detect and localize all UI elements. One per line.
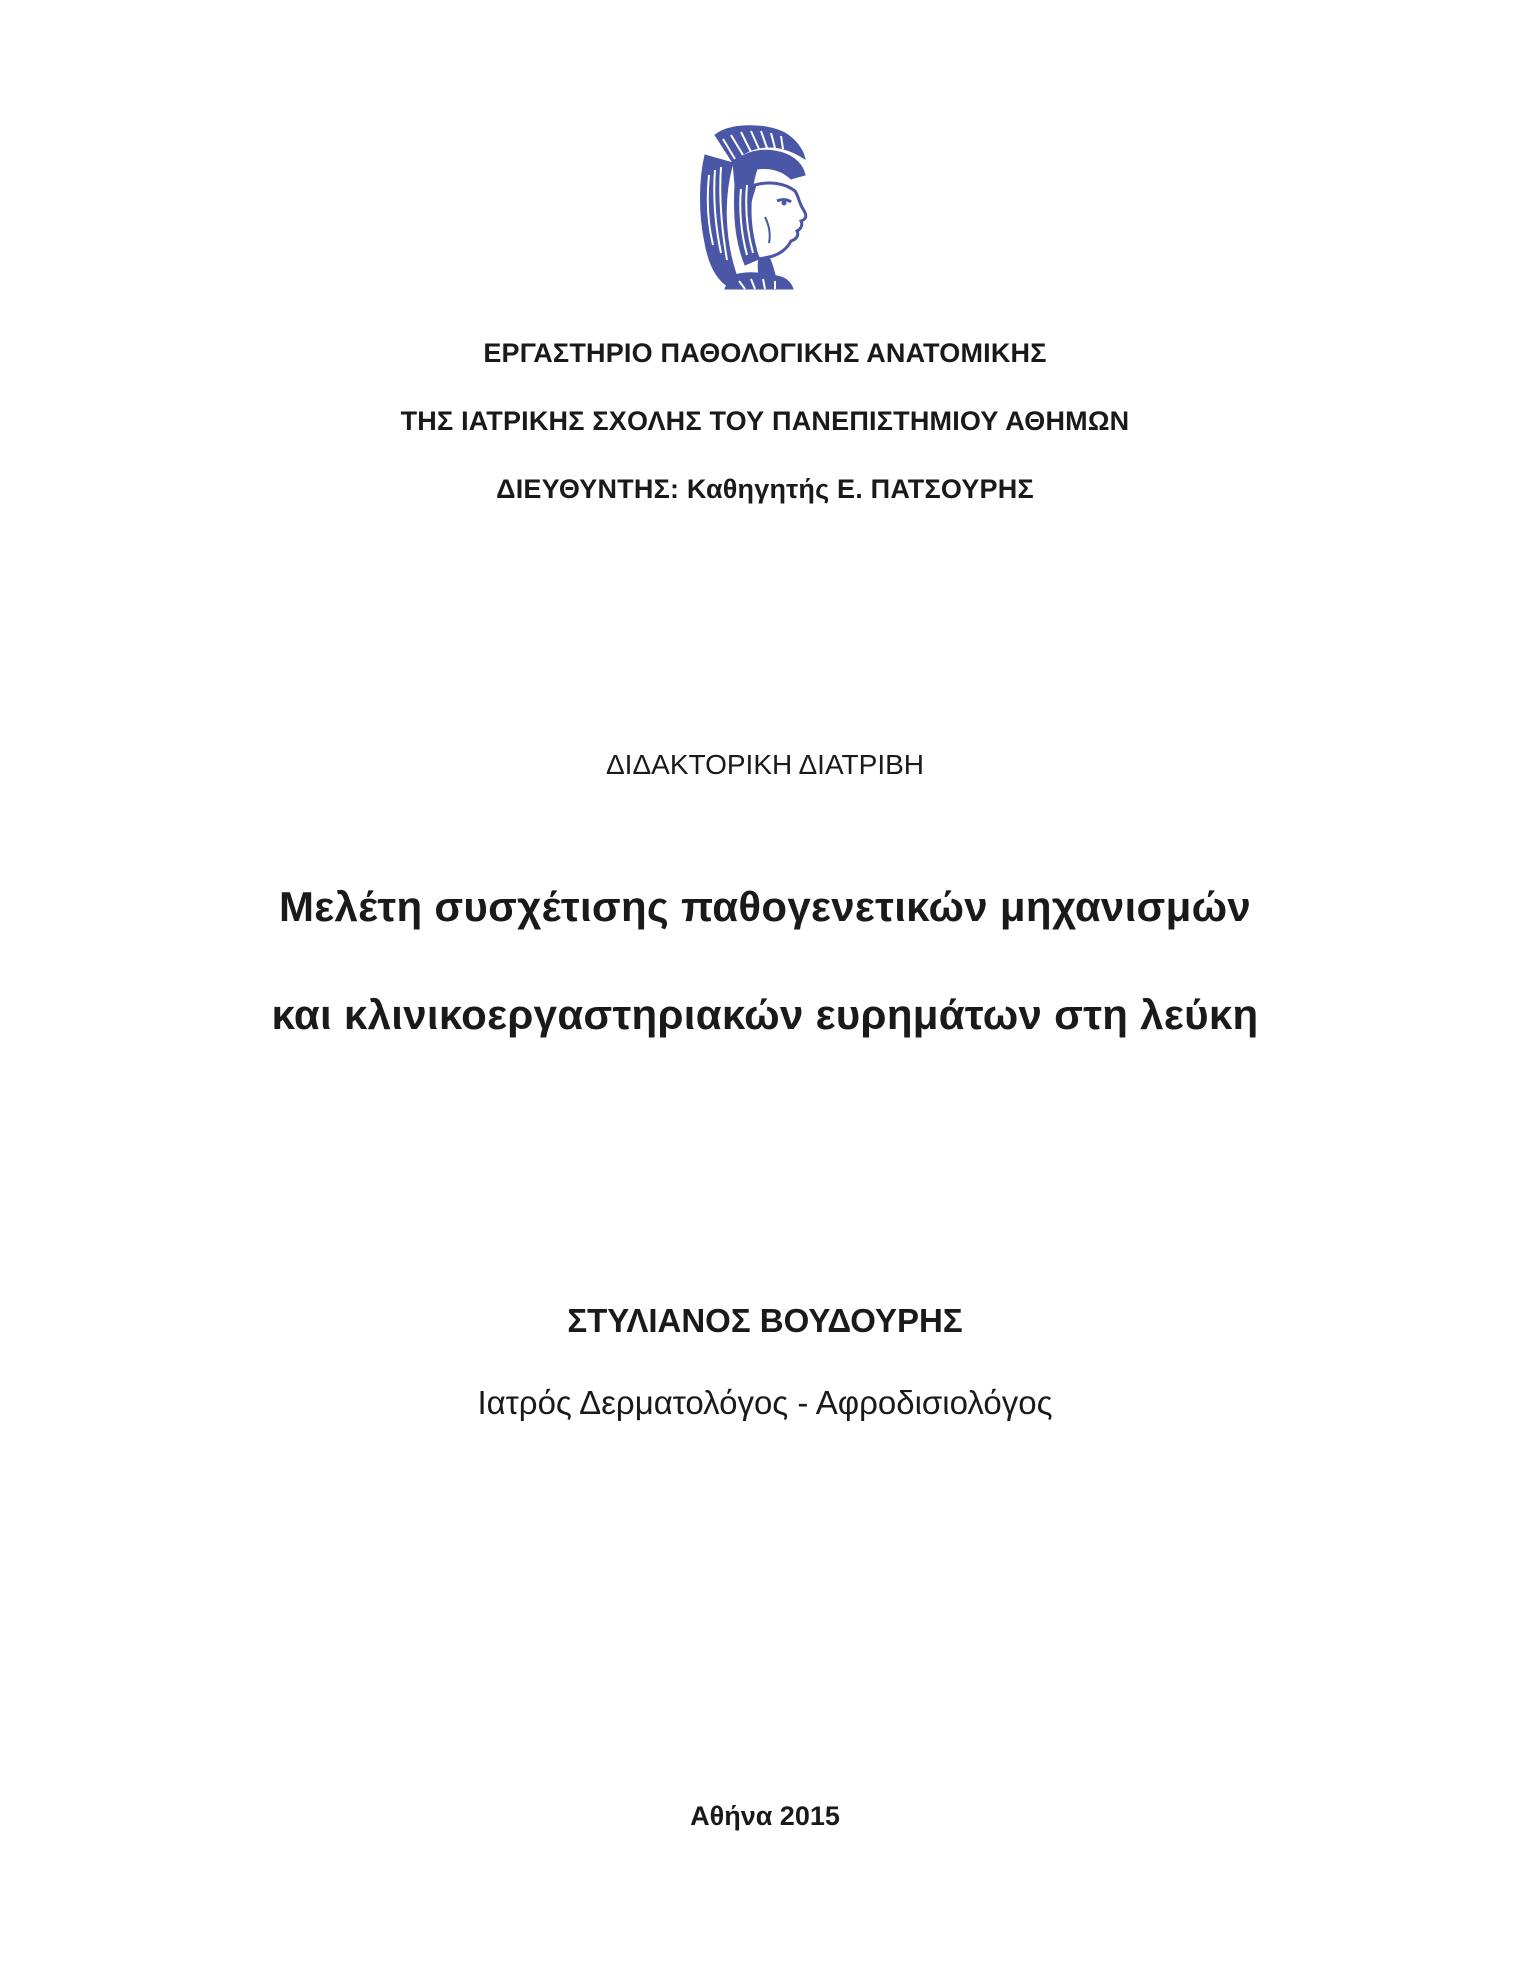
institution-line-2: ΤΗΣ ΙΑΤΡΙΚΗΣ ΣΧΟΛΗΣ ΤΟΥ ΠΑΝΕΠΙΣΤΗΜΙΟΥ ΑΘΗΜΩΝ [400,406,1130,436]
thesis-title-line-2: και κλινικοεργαστηριακών ευρημάτων στη λεύκη [271,991,1259,1038]
institution-line-1: ΕΡΓΑΣΤΗΡΙΟ ΠΑΘΟΛΟΓΙΚΗΣ ΑΝΑΤΟΜΙΚΗΣ [483,338,1047,368]
athena-head-emblem [695,125,820,290]
place-year: Αθήνα 2015 [690,1801,840,1831]
document-type: ΔΙΔΑΚΤΟΡΙΚΗ ΔΙΑΤΡΙΒΗ [605,749,925,780]
director-line: ΔΙΕΥΘΥΝΤΗΣ: Καθηγητής Ε. ΠΑΤΣΟΥΡΗΣ [496,474,1034,504]
author-role: Ιατρός Δερματολόγος - Αφροδισιολόγος [477,1384,1053,1421]
author-name: ΣΤΥΛΙΑΝΟΣ ΒΟΥΔΟΥΡΗΣ [567,1302,963,1339]
thesis-title-line-1: Μελέτη συσχέτισης παθογενετικών μηχανισμών [278,883,1252,930]
